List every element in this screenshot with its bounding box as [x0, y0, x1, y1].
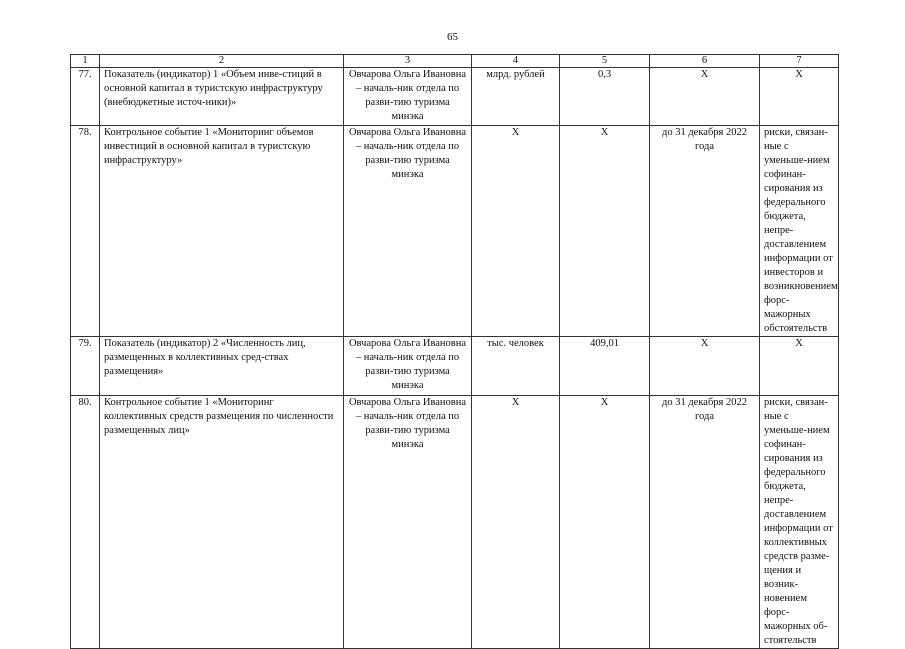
table-row: [71, 396, 839, 649]
row-name: Показатель (индикатор) 1 «Объем инве-стиций в основной капитал в туристскую инфраструктуру (внебюджетные источ-ники)»: [100, 68, 344, 126]
row-responsible: Овчарова Ольга Ивановна – началь-ник отдела по разви-тию туризма минэка: [344, 126, 472, 337]
column-header-2: 2: [100, 55, 344, 68]
row-risks: Х: [760, 68, 839, 126]
row-unit: млрд. рублей: [472, 68, 560, 126]
row-responsible: Овчарова Ольга Ивановна – началь-ник отдела по разви-тию туризма минэка: [344, 337, 472, 396]
table-row: [71, 337, 839, 396]
row-value: 0,3: [560, 68, 650, 126]
row-deadline: Х: [650, 337, 760, 396]
column-header-1: 1: [71, 55, 100, 68]
row-deadline: до 31 декабря 2022 года: [650, 126, 760, 337]
row-value: Х: [560, 396, 650, 649]
row-responsible: Овчарова Ольга Ивановна – началь-ник отдела по разви-тию туризма минэка: [344, 68, 472, 126]
column-header-4: 4: [472, 55, 560, 68]
row-responsible: Овчарова Ольга Ивановна – началь-ник отдела по разви-тию туризма минэка: [344, 396, 472, 649]
row-unit: тыс. человек: [472, 337, 560, 396]
table-header-row: [71, 55, 839, 68]
row-name: Контрольное событие 1 «Мониторинг коллективных средств размещения по численности размещенных лиц»: [100, 396, 344, 649]
row-risks: риски, связан-ные с уменьше-нием софинан-сирования из федерального бюджета, непре-доставлением информации от инвесторов и возникновением форс-мажорных обстоятельств: [760, 126, 839, 337]
table-row: [71, 68, 839, 126]
row-value: 409,01: [560, 337, 650, 396]
column-header-7: 7: [760, 55, 839, 68]
page-number: 65: [447, 31, 458, 43]
row-name: Показатель (индикатор) 2 «Численность лиц, размещенных в коллективных сред-ствах размещения»: [100, 337, 344, 396]
column-header-3: 3: [344, 55, 472, 68]
row-number: 79.: [71, 337, 100, 396]
row-risks: риски, связан-ные с уменьше-нием софинан-сирования из федерального бюджета, непре-доставлением информации от коллективных средств разме-щения и возник-новением форс-мажорных об-стоятельств: [760, 396, 839, 649]
row-unit: Х: [472, 396, 560, 649]
table-row: [71, 126, 839, 337]
row-name: Контрольное событие 1 «Мониторинг объемов инвестиций в основной капитал в туристскую инфраструктуру»: [100, 126, 344, 337]
row-number: 77.: [71, 68, 100, 126]
column-header-6: 6: [650, 55, 760, 68]
row-value: Х: [560, 126, 650, 337]
indicators-table: [70, 54, 839, 649]
row-deadline: до 31 декабря 2022 года: [650, 396, 760, 649]
row-unit: Х: [472, 126, 560, 337]
row-deadline: Х: [650, 68, 760, 126]
row-risks: Х: [760, 337, 839, 396]
row-number: 80.: [71, 396, 100, 649]
row-number: 78.: [71, 126, 100, 337]
column-header-5: 5: [560, 55, 650, 68]
